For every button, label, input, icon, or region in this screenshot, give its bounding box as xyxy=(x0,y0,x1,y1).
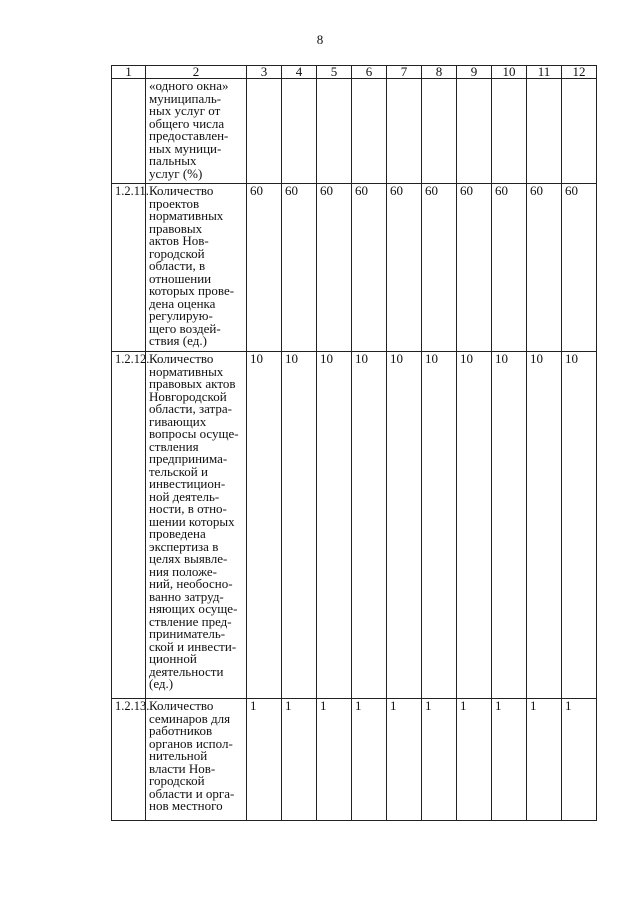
description-text: Количество семинаров для работников органов испол- нительной власти Нов- городской области и орга- нов местного xyxy=(149,698,235,813)
header-cell: 11 xyxy=(527,66,562,79)
value-cell xyxy=(492,79,527,184)
row-description xyxy=(146,184,247,352)
table-row xyxy=(112,79,597,184)
value-cell: 60 xyxy=(317,184,352,352)
header-cell: 5 xyxy=(317,66,352,79)
row-description xyxy=(146,352,247,699)
value-cell: 60 xyxy=(527,184,562,352)
value-cell: 60 xyxy=(457,184,492,352)
value-cell: 60 xyxy=(282,184,317,352)
value-cell: 1 xyxy=(282,699,317,821)
header-cell: 1 xyxy=(112,66,146,79)
value-cell: 60 xyxy=(492,184,527,352)
value-cell: 10 xyxy=(457,352,492,699)
header-cell: 7 xyxy=(387,66,422,79)
row-number: 1.2.13. xyxy=(112,699,146,821)
value-cell xyxy=(387,79,422,184)
value-cell: 1 xyxy=(562,699,597,821)
value-cell: 1 xyxy=(527,699,562,821)
header-cell: 12 xyxy=(562,66,597,79)
value-cell: 1 xyxy=(492,699,527,821)
value-cell xyxy=(422,79,457,184)
header-cell: 9 xyxy=(457,66,492,79)
header-cell: 10 xyxy=(492,66,527,79)
header-cell: 2 xyxy=(146,66,247,79)
description-text: «одного окна» муниципаль- ных услуг от общего числа предоставлен- ных муници- пальных услуг (%) xyxy=(149,78,229,181)
page-number: 8 xyxy=(316,32,324,47)
value-cell: 60 xyxy=(562,184,597,352)
value-cell xyxy=(457,79,492,184)
value-cell: 10 xyxy=(527,352,562,699)
value-cell: 10 xyxy=(387,352,422,699)
value-cell: 10 xyxy=(317,352,352,699)
table-row xyxy=(112,184,597,352)
value-cell: 10 xyxy=(282,352,317,699)
table-header-row xyxy=(112,66,597,79)
row-number xyxy=(112,79,146,184)
header-cell: 8 xyxy=(422,66,457,79)
value-cell: 10 xyxy=(247,352,282,699)
row-description xyxy=(146,79,247,184)
value-cell: 1 xyxy=(317,699,352,821)
description-text: Количество нормативных правовых актов Новгородской области, затра- гивающих вопросы осуще- ствления предпринима- тельской и инвестицион- ной деятель- ности, в отно- шении которых проведена экспертиза в целях выявле- ния положе- ний, необосно- ванно затруд- няющих осуще- ствление пред- приниматель- ской и инвести- ционной деятельности (ед.) xyxy=(149,351,239,691)
value-cell: 10 xyxy=(422,352,457,699)
value-cell xyxy=(317,79,352,184)
value-cell: 60 xyxy=(352,184,387,352)
value-cell xyxy=(282,79,317,184)
value-cell xyxy=(527,79,562,184)
value-cell: 1 xyxy=(422,699,457,821)
value-cell: 1 xyxy=(457,699,492,821)
value-cell: 1 xyxy=(387,699,422,821)
value-cell: 60 xyxy=(422,184,457,352)
value-cell: 1 xyxy=(352,699,387,821)
value-cell: 60 xyxy=(247,184,282,352)
value-cell: 1 xyxy=(247,699,282,821)
row-number: 1.2.12. xyxy=(112,352,146,699)
row-number: 1.2.11. xyxy=(112,184,146,352)
header-cell: 6 xyxy=(352,66,387,79)
table-row xyxy=(112,352,597,699)
value-cell xyxy=(352,79,387,184)
header-cell: 3 xyxy=(247,66,282,79)
description-text: Количество проектов нормативных правовых актов Нов- городской области, в отношении которых прове- дена оценка регулирую- щего воздей- ствия (ед.) xyxy=(149,183,235,348)
value-cell: 60 xyxy=(387,184,422,352)
table-row xyxy=(112,699,597,821)
value-cell: 10 xyxy=(352,352,387,699)
indicator-table xyxy=(111,65,597,821)
header-cell: 4 xyxy=(282,66,317,79)
value-cell xyxy=(562,79,597,184)
value-cell xyxy=(247,79,282,184)
value-cell: 10 xyxy=(562,352,597,699)
value-cell: 10 xyxy=(492,352,527,699)
row-description xyxy=(146,699,247,821)
